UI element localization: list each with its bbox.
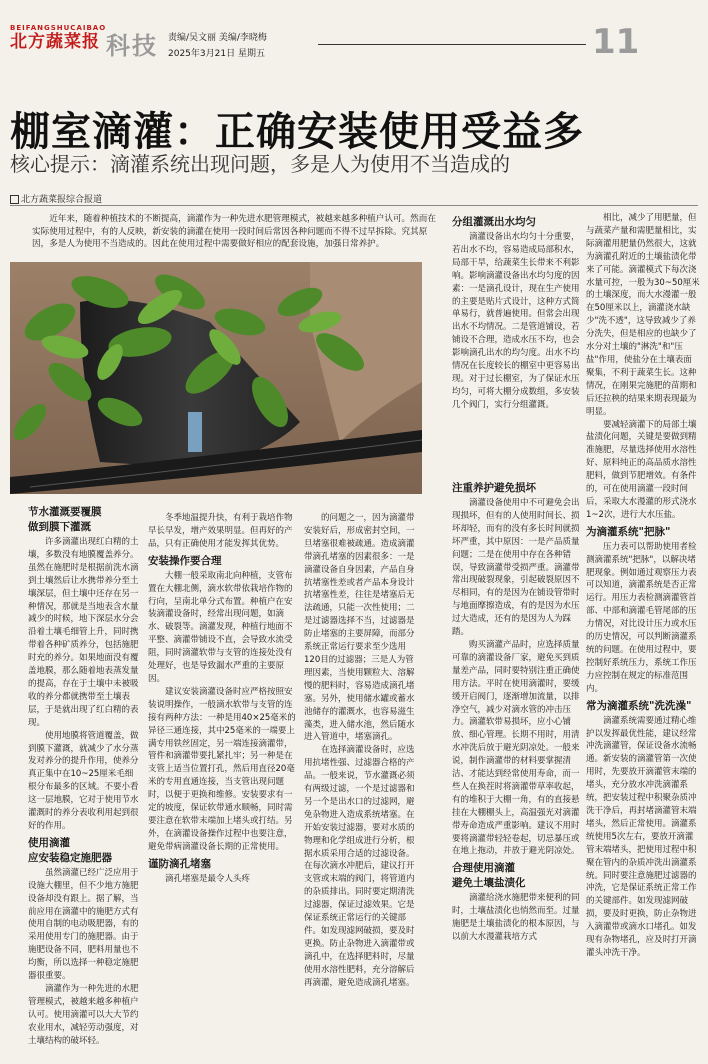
paragraph: 滴灌设备使用中不可避免会出现损坏，但有的人使用时间长、损坏却轻，而有的没有多长时间就损坏严重，其中原因：一是产品质量问题；二是在使用中存在各种错误，导致滴灌带受损严重。滴灌带常出现破裂现象，引起破裂原因不尽相同，有的是因为在铺设管带时与地面摩擦造成，有的是因为水压过大造成，还有的是因为人为踩踏。: [452, 498, 580, 638]
subhead: 为滴灌系统"把脉": [586, 525, 671, 538]
issue-date: 2025年3月21日 星期五: [168, 49, 265, 59]
column-4-bottom: [452, 478, 580, 1064]
paragraph: 在选择滴灌设备时，应选用抗堵性强、过滤器合格的产品。一般来说，节水灌溉必须有两级过滤，一个是过滤器和另一个是出水口的过滤网，避免杂物进入造成系统堵塞。在开始安装过滤器，要对水质的物理和化学组成进行分析，根据水质采用合适的过滤设备。在每次滴水冲肥后，建议打开支管或末端的阀门，将管道内的杂质排出。同时要定期清洗过滤器，保证过滤效果。它是保证系统正常运行的关键部件。如发现滤网破损，要及时更换。防止杂物进入滴灌带或滴孔中，在选择肥料时，尽量使用水溶性肥料，充分溶解后再滴灌，避免造成滴孔堵塞。: [304, 745, 415, 988]
paragraph: 许多滴灌出现红白精的土壤，多数没有地膜覆盖养分。虽然在施肥时是根据前洗水滴到土壤然后让水携带养分至土壤深层，但土壤中还存在另一种情况，那就是当地表含水量减少的时候，地下深层水分会沿着土壤毛细管上升，同时携带着各种矿质养分，包括施肥时充的养分。如果地面没有覆盖地膜，那么随着地表蒸发量的提高，存在于土壤中未被吸收的养分都就携带至土壤表层，于是就出现了红白精的表现。: [28, 537, 139, 728]
intro-paragraph: 近年来，随着种植技术的不断提高，滴灌作为一种先进水肥管理模式，被越来越多种植户认可。然而在实际使用过程中，有的人反映，新安装的滴灌在使用一段时间后常因各种问题而不得不过早拆除。究其原因，多是人为使用不当造成的。因此在使用过程中需要做好相应的配套设施，加强日常养护。: [32, 214, 436, 249]
paragraph: 使用地膜将管道覆盖，做到膜下灌溉，就减少了水分蒸发对养分的提升作用，使养分真正集中在10~25厘米毛细根分布最多的区域。不要小看这一层地膜，它对于使用节水灌溉时的养分表收利用起到很好的作用。: [28, 730, 139, 831]
paragraph: 滴灌系统需要通过精心维护以发挥最优性能，建议经常冲洗滴灌管，保证设备水流畅通。新安装的滴灌管第一次使用时，先要放开滴灌管末端的堵头，充分放水冲洗滴灌系统，把安装过程中积聚杂质冲洗干净后，再封堵滴灌管末端堵头，然后正常使用。滴灌系统使用5次左右，要放开滴灌管末端堵头，把使用过程中积聚在管内的杂质冲洗出滴灌系统。同时要注意施肥过滤器的冲洗，它是保证系统正常工作的关键部件。如发现滤网破损，要及时更换，防止杂物进入滴灌带或滴水口堵孔。如发现有杂物堵孔，应及时打开滴灌头冲洗干净。: [586, 715, 697, 958]
subhead: 节水灌溉要覆膜: [28, 506, 102, 518]
source-box-icon: [10, 195, 19, 204]
paragraph: 压力表可以帮助使用者检测滴灌系统"把脉"，以解决堵肥现象。例如通过观察压力表可以知道，滴灌系统是否正常运行。用压力表检测滴灌管首部、中部和滴灌毛管尾部的压力情况，对比设计压力或水压的历史情况，可以判断滴灌系统的问题。在使用过程中，要控制好系统压力，系统工作压力应控制在规定的标准范围内。: [586, 541, 697, 694]
subhead: 分组灌溉出水均匀: [452, 216, 536, 228]
column-3: [304, 512, 416, 1064]
masthead-rule: [318, 44, 586, 45]
paragraph: 冬季地温提升快，有利于栽培作物早长早发，增产效果明显。但再好的产品，只有正确使用才能发挥其优势。: [148, 513, 293, 549]
paragraph: 滴灌设备出水均匀十分重要，若出水不均，容易造成局部积水，局部干旱，给蔬菜生长带来不利影响。影响滴灌设备出水均匀度的因素：一是滴孔设计，现在生产使用的主要是贴片式设计，这种方式简单易行，就普遍使用。但常会出现出水不均情况。二是管道铺设，若铺设不合理，造成水压不均，也会影响滴孔出水的均匀度。出水不均情况在长度较长的棚室中更容易出现。对于过长棚室，为了保证水压均匀，可将大棚分成数组，多安装几个阀门，实行分组灌溉。: [452, 232, 580, 410]
page-number: 11: [592, 22, 640, 62]
paragraph: 滴孔堵塞是最令人头疼: [165, 873, 251, 884]
editors-credit: 责编/吴文丽 美编/李晓梅: [168, 33, 267, 43]
newspaper-logo: [10, 24, 106, 52]
subhead: 应安装稳定施肥器: [28, 851, 112, 864]
logo-pinyin: BEIFANGSHUCAIBAO: [10, 24, 107, 32]
subhead: 注重养护避免损坏: [452, 482, 536, 494]
logo-name: 北方蔬菜报: [10, 32, 100, 52]
source-credit: [10, 192, 102, 205]
paragraph: 购买滴灌产品时，应选择质量可靠的滴灌设备厂家，避免买到质量差产品，同时要特别注重正确使用方法。平时在使用滴灌时，要缓缓开启阀门，逐渐增加流量，以排净空气，减少对滴水管的冲击压力。滴灌软带易损坏，应小心铺放、细心管理。长期不用时，用清水冲洗后放于避光阴凉处。一般来说，制作滴灌带的材料要掌握清洁、才能达到经常使用寿命，而一些人在换茬时将滴灌带草率收起，有的堆积于大棚一角，有的直接悬挂在大棚棚头上，高温强光对滴灌带寿命造成严重影响。建议不用时要将滴灌带轻轻卷起，切忌暴压或在地上拖动，并放于避光阴凉处。: [452, 639, 580, 857]
paragraph: 的问题之一，因为滴灌带安装好后，形成密封空间，一旦堵塞很难被疏通。造成滴灌带滴孔堵塞的因素很多：一是滴灌设备自身因素，产品自身抗堵塞性差或者产品本身设计抗堵塞性差，往往是堵塞后无法疏通，只能一次性使用；二是过滤器选择不当，过滤器是防止堵塞的主要屏障，而部分系统正常运行要求至少选用120目的过滤器；三是人为管理因素，当使用颗粒大、溶解慢的肥料时，容易造成滴孔堵塞。另外，使用储水罐或蓄水池储存的灌溉水，也容易滋生藻类，进入储水池，然后随水进入管道中，堵塞滴孔。: [304, 513, 415, 743]
headline: 棚室滴灌：正确安装使用受益多: [10, 109, 584, 155]
paragraph: 滴灌作为一种先进的水肥管理模式，被越来越多种植户认可。使用滴灌可以大大节约农业用水，减轻劳动强度，对土壤结构的破坏轻。: [28, 984, 139, 1046]
paragraph: 要减轻滴灌下的局部土壤盐渍化问题，关键是要做到精准施肥，尽量选择使用水溶性好、原料纯正的高品质水溶性肥料，做到节肥增效。有条件的，可在使用滴灌一段时间后，采取大水漫灌的形式浇水1~2次，进行大水压盐。: [586, 419, 697, 520]
column-1: [28, 502, 140, 1064]
paragraph: 相比，减少了用肥量，但与蔬菜产量和需肥量相比，实际滴灌用肥量仍然很大，这就为滴灌孔附近的土壤盐渍化带来了可能。滴灌模式下每次浇水量可控，一般为30~50厘米的土壤深度，而大水漫灌一般在50厘米以上，滴灌浇水缺少"洗不透"，这导致减少了养分洗失，但是相应的也缺少了水分对土壤的"淋洗"和"压盐"作用，使盐分在土壤表面聚集，不利于蔬菜生长。这种情况，在刚果完施肥的苗期和后还拉秧的结果来期表现最为明显。: [586, 213, 700, 417]
paragraph: 滴灌给浇水施肥带来便利的同时，土壤盐渍化也悄然而至。过量施肥是土壤盐渍化的根本原因，与以前大水漫灌栽培方式: [452, 893, 580, 943]
source-text: 北方蔬菜报综合报道: [21, 195, 103, 205]
paragraph: 大棚一般采取南北向种植，支管布置在大棚北侧，滴水软带依栽培作物的行向，呈南北单分式布置。种植户在安装滴灌设备时，经常出现问题，如滴水、破裂等。滴灌发现，种植行地面不平整、滴灌带铺设不直，会导致水流受阻，同时滴灌软带与支管的连接处没有处理好，也是导致漏水严重的主要原因。: [148, 570, 293, 684]
subhead: 避免土壤盐渍化: [452, 877, 526, 890]
article-photo: [10, 262, 422, 494]
subhead: 常为滴灌系统"洗洗澡": [586, 699, 692, 712]
subheadline: 核心提示：滴灌系统出现问题，多是人为使用不当造成的: [10, 152, 510, 176]
column-2: [148, 512, 298, 1064]
subhead: 合理使用滴灌: [452, 862, 515, 875]
pepper-plants-photo: [10, 262, 422, 494]
section-title: 科技: [106, 32, 158, 60]
headline-rule: [10, 205, 698, 206]
subhead: 谨防滴孔堵塞: [148, 857, 211, 870]
subhead: 使用滴灌: [28, 836, 70, 849]
subhead: 安装操作要合理: [148, 554, 222, 567]
column-4-top: [452, 212, 580, 474]
paragraph: 建议安装滴灌设备时应严格按照安装说明操作，一般滴水软带与支管的连接有两种方法：一种是用40×25毫米的异径三通连接，其中25毫米的一端要上满专用铁丝固定，另一端连接滴灌带，管件和滴灌带要扎紧扎牢；另一种是在支管上适当位置打孔，然后用直径20毫米的专用直通连接，当支管出现问题时，以便于更换和维修。安装要求有一定的坡度，保证软带通水顺畅，同时需要注意在软带末端加上堵头或打结。另外，在滴灌设备操作过程中也要注意，避免带病滴灌设备长期的正常使用。: [148, 686, 296, 852]
column-5: [586, 212, 700, 1064]
subhead: 做到膜下灌溉: [28, 521, 91, 533]
paragraph: 虽然滴灌已经广泛应用于设施大棚里，但不少地方施肥设备却没有跟上。据了解，当前应用在滴灌中的施肥方式有使用自制的电动吸肥器，有的采用使用专门的施肥器。由于施肥设备不同，肥料用量也不均衡，所以选择一种稳定施肥器很重要。: [28, 867, 139, 982]
